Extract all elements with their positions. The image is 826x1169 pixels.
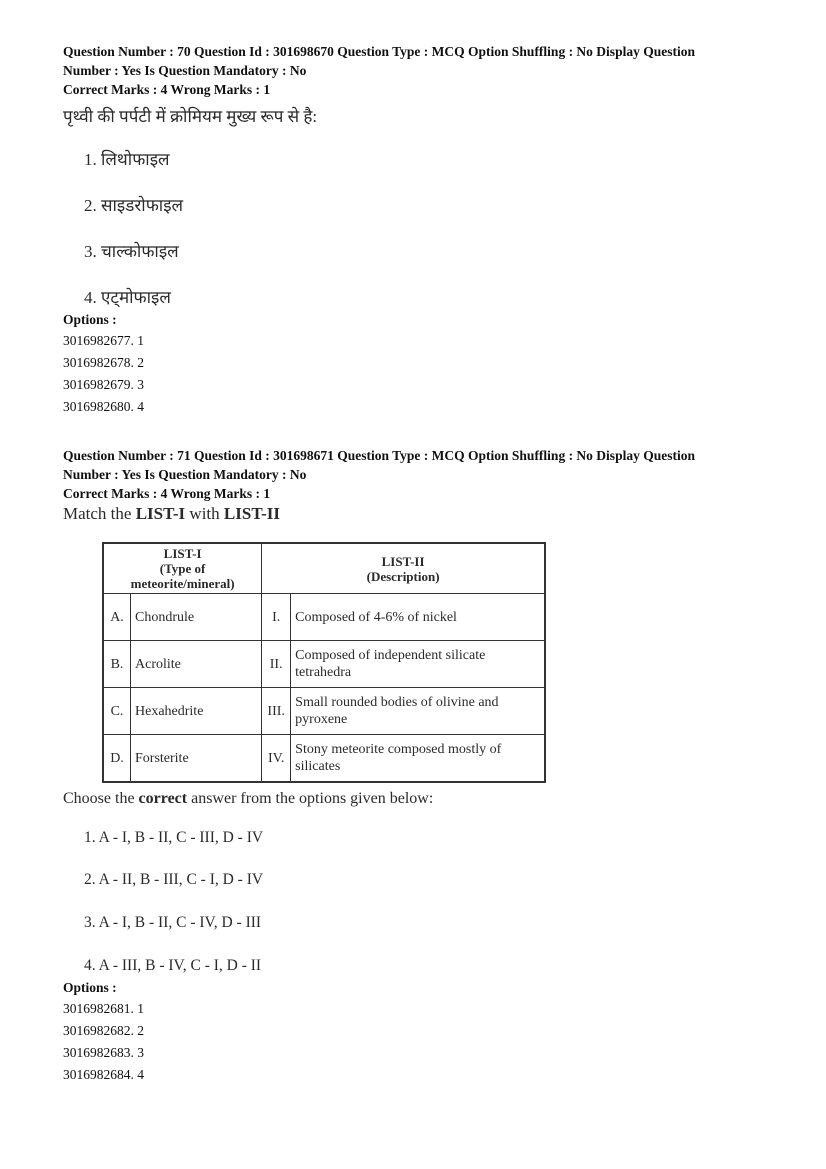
row-c-key: C.: [103, 688, 131, 735]
q71-option-id-1: 3016982681. 1: [63, 1001, 144, 1016]
list2-title: LIST-II: [381, 553, 425, 569]
q71-stem-mid: with: [185, 504, 224, 523]
row-d-right: Stony meteorite composed mostly of silicates: [291, 735, 545, 783]
q70-choice-4: 4. एट्मोफाइल: [84, 288, 171, 307]
choose-prefix: Choose the: [63, 790, 139, 807]
q71-meta-line1: Question Number : 71 Question Id : 301698671 Question Type : MCQ Option Shuffling : No Display Question: [63, 448, 695, 463]
row-d-roman: IV.: [262, 735, 291, 783]
list1-subtitle: (Type of meteorite/mineral): [130, 561, 235, 591]
q71-option-id-3: 3016982683. 3: [63, 1045, 144, 1060]
list1-title: LIST-I: [163, 546, 202, 561]
row-a-key: A.: [103, 594, 131, 641]
q71-stem-prefix: Match the: [63, 504, 136, 523]
table-row: [103, 594, 545, 641]
q71-option-id-4: 3016982684. 4: [63, 1067, 144, 1082]
q71-choice-2: 2. A - II, B - III, C - I, D - IV: [84, 871, 264, 888]
q70-meta-line1: Question Number : 70 Question Id : 301698670 Question Type : MCQ Option Shuffling : No Display Question: [63, 44, 695, 59]
table-row: [103, 641, 545, 688]
q71-meta-line2: Number : Yes Is Question Mandatory : No: [63, 467, 307, 482]
row-b-key: B.: [103, 641, 131, 688]
q71-choice-3: 3. A - I, B - II, C - IV, D - III: [84, 914, 262, 931]
row-c-left: Hexahedrite: [131, 688, 262, 735]
q71-stem-list2: LIST-II: [223, 504, 280, 523]
q71-choice-1: 1. A - I, B - II, C - III, D - IV: [84, 829, 264, 846]
row-d-left: Forsterite: [131, 735, 262, 783]
row-d-key: D.: [103, 735, 131, 783]
q71-stem-list1: LIST-I: [135, 504, 186, 523]
list1-header: [103, 543, 262, 594]
table-row: [103, 688, 545, 735]
row-b-left: Acrolite: [131, 641, 262, 688]
q70-marks: Correct Marks : 4 Wrong Marks : 1: [63, 82, 271, 97]
table-row: [103, 735, 545, 783]
choose-suffix: answer from the options given below:: [187, 790, 434, 807]
q70-option-id-3: 3016982679. 3: [63, 377, 144, 392]
q70-meta-line2: Number : Yes Is Question Mandatory : No: [63, 63, 307, 78]
match-table: [102, 542, 546, 783]
choose-bold: correct: [138, 790, 188, 807]
q70-options-label: Options :: [63, 312, 117, 327]
q71-options-label: Options :: [63, 980, 117, 995]
q70-choice-1: 1. लिथोफाइल: [84, 150, 170, 169]
q71-option-id-2: 3016982682. 2: [63, 1023, 144, 1038]
q71-stem: [63, 504, 280, 524]
q70-option-id-1: 3016982677. 1: [63, 333, 144, 348]
q70-option-id-4: 3016982680. 4: [63, 399, 144, 414]
row-a-left: Chondrule: [131, 594, 262, 641]
q70-choice-3: 3. चाल्कोफाइल: [84, 242, 179, 261]
row-a-right: Composed of 4-6% of nickel: [291, 594, 545, 641]
q71-choice-4: 4. A - III, B - IV, C - I, D - II: [84, 957, 262, 974]
row-c-right: Small rounded bodies of olivine and pyroxene: [291, 688, 545, 735]
q70-stem: पृथ्वी की पर्पटी में क्रोमियम मुख्य रूप से है:: [63, 107, 318, 126]
q70-choice-2: 2. साइडरोफाइल: [84, 196, 184, 215]
q70-meta: [63, 42, 763, 99]
row-c-roman: III.: [262, 688, 291, 735]
row-b-right: Composed of independent silicate tetrahedra: [291, 641, 545, 688]
q71-meta: [63, 446, 763, 503]
q71-choose-instruction: [63, 790, 433, 808]
list2-header: [262, 543, 545, 594]
list2-subtitle: (Description): [366, 568, 440, 584]
match-table-header: [103, 543, 545, 594]
q71-marks: Correct Marks : 4 Wrong Marks : 1: [63, 486, 271, 501]
row-b-roman: II.: [262, 641, 291, 688]
q70-option-id-2: 3016982678. 2: [63, 355, 144, 370]
row-a-roman: I.: [262, 594, 291, 641]
